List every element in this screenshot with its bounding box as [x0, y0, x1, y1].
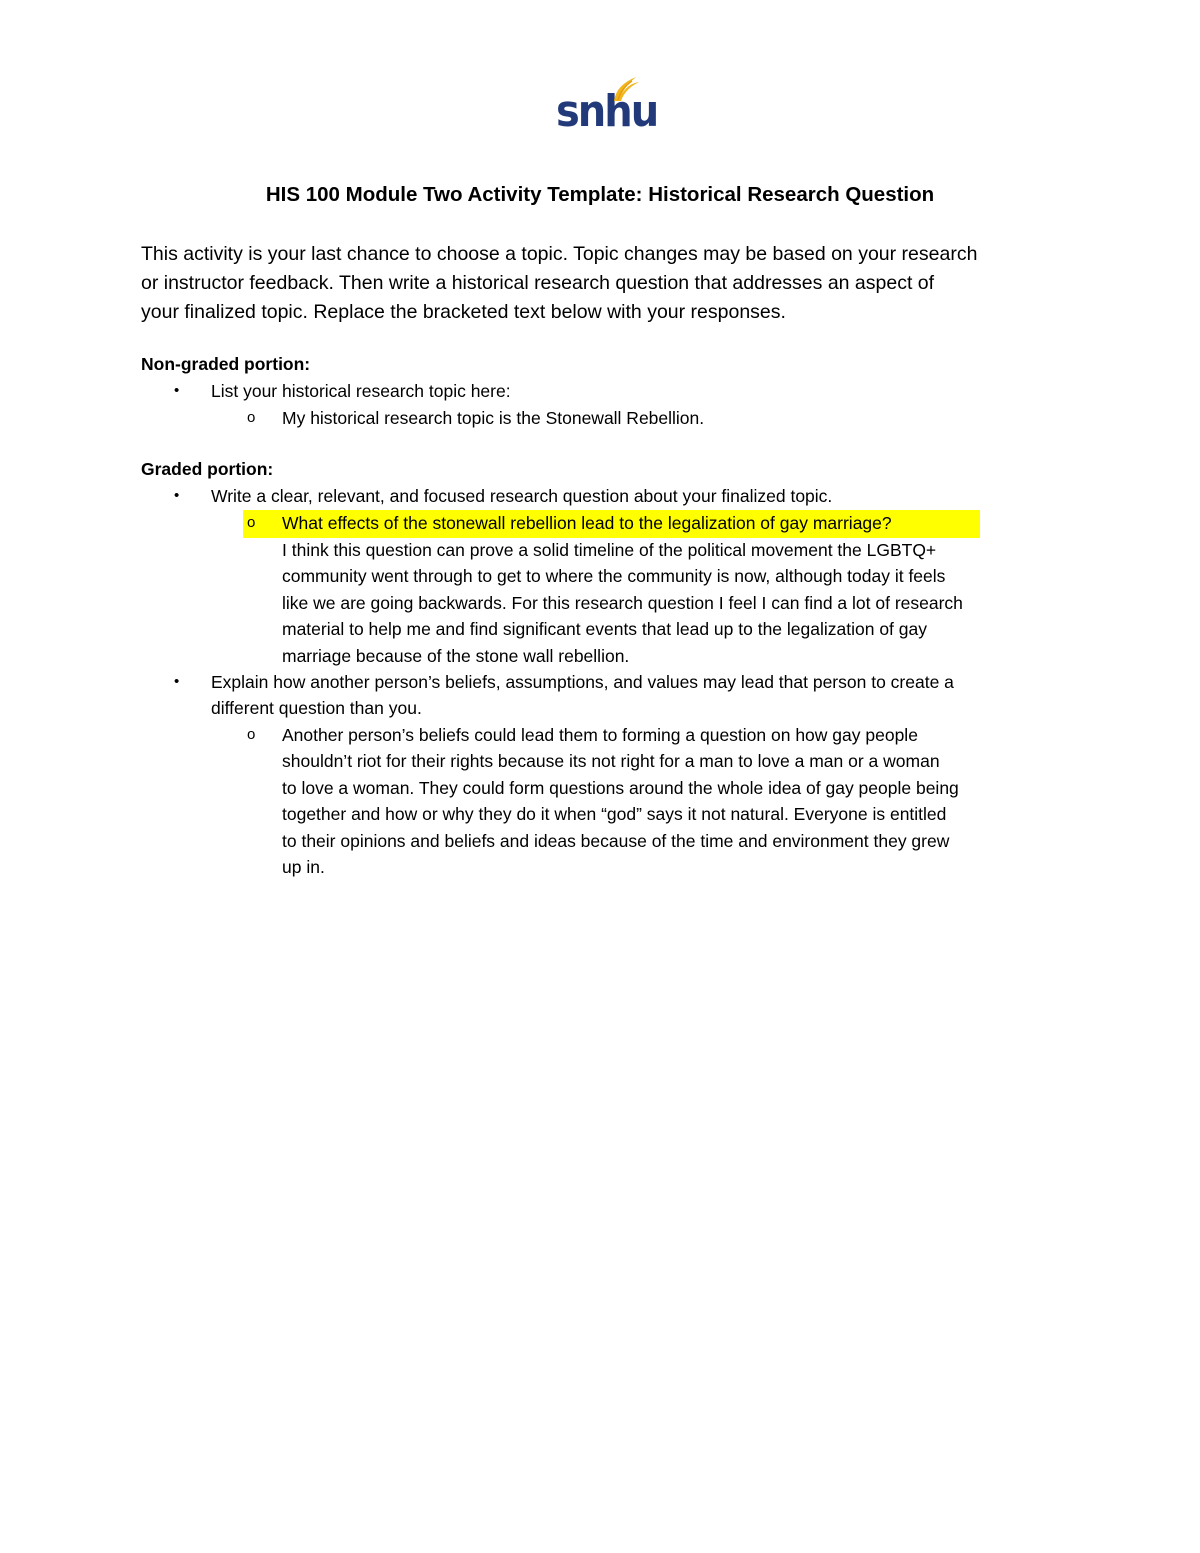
snhu-logo — [556, 74, 658, 137]
answer2-line: Another person’s beliefs could lead them to forming a question on how gay people — [282, 725, 918, 745]
answer2-line: shouldn’t riot for their rights because its not right for a man to love a man or a woman — [282, 751, 940, 771]
document-title: HIS 100 Module Two Activity Template: Historical Research Question — [265, 183, 935, 206]
rationale-line: like we are going backwards. For this research question I feel I can find a lot of research — [282, 593, 963, 613]
logo-wordmark: snhu — [556, 86, 658, 137]
answer2-line: up in. — [282, 857, 325, 877]
answer2-line: to love a woman. They could form questions around the whole idea of gay people being — [282, 778, 959, 798]
sub-bullet-marker: o — [247, 726, 256, 743]
intro-line: or instructor feedback. Then write a historical research question that addresses an aspect of — [141, 272, 935, 294]
graded-prompt-2: different question than you. — [211, 698, 422, 718]
non-graded-answer: My historical research topic is the Stonewall Rebellion. — [282, 408, 705, 428]
sub-bullet-marker: o — [247, 514, 256, 531]
bullet-marker: • — [174, 382, 180, 399]
intro-line: This activity is your last chance to choose a topic. Topic changes may be based on your research — [141, 243, 978, 265]
intro-line: your finalized topic. Replace the bracketed text below with your responses. — [141, 301, 786, 323]
graded-prompt-1: Write a clear, relevant, and focused research question about your finalized topic. — [211, 486, 833, 506]
sub-bullet-marker: o — [247, 409, 256, 426]
flame-icon — [610, 74, 640, 102]
rationale-line: marriage because of the stone wall rebellion. — [282, 646, 630, 666]
bullet-marker: • — [174, 673, 180, 690]
rationale-line: material to help me and find significant events that lead up to the legalization of gay — [282, 619, 927, 639]
answer2-line: together and how or why they do it when “god” says it not natural. Everyone is entitled — [282, 804, 947, 824]
answer2-line: to their opinions and beliefs and ideas because of the time and environment they grew — [282, 831, 950, 851]
intro-paragraph — [141, 240, 1071, 327]
graded-heading: Graded portion: — [141, 459, 274, 479]
bullet-marker: • — [174, 487, 180, 504]
rationale-line: community went through to get to where the community is now, although today it feels — [282, 566, 946, 586]
graded-prompt-2: Explain how another person’s beliefs, assumptions, and values may lead that person to create a — [211, 672, 954, 692]
non-graded-prompt: List your historical research topic here: — [211, 381, 511, 401]
research-question: What effects of the stonewall rebellion lead to the legalization of gay marriage? — [282, 513, 892, 533]
non-graded-heading: Non-graded portion: — [141, 354, 311, 374]
rationale-line: I think this question can prove a solid timeline of the political movement the LGBTQ+ — [282, 540, 937, 560]
